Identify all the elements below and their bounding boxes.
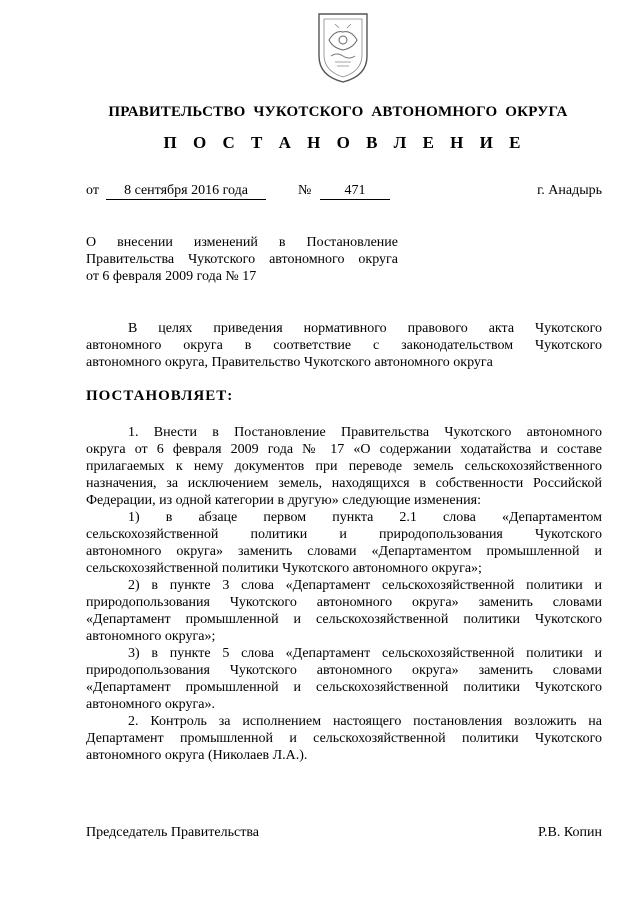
resolution-body <box>86 424 602 764</box>
body-line: автономного округа» заменить словами «Департаментом промышленной и <box>86 544 602 559</box>
clause-1 <box>86 424 602 509</box>
city-label: г. Анадырь <box>537 183 602 198</box>
signatory-name: Р.В. Копин <box>538 825 602 840</box>
body-line: назначения, за исключением земель, находящихся в собственности Российской <box>86 476 602 491</box>
resolves-heading: ПОСТАНОВЛЯЕТ: <box>86 388 234 404</box>
clause-2 <box>86 713 602 764</box>
signatory-title: Председатель Правительства <box>86 825 259 840</box>
body-line: сельскохозяйственной политики Чукотского автономного округа»; <box>86 561 482 576</box>
document-meta-row <box>86 182 602 202</box>
body-line: автономного округа (Николаев Л.А.). <box>86 748 308 763</box>
body-line: природопользования Чукотского автономного округа» заменить словами <box>86 595 602 610</box>
document-subject <box>86 234 398 285</box>
subclause-2 <box>86 577 602 645</box>
body-line: округа от 6 февраля 2009 года № 17 «О содержании ходатайства и составе <box>86 442 602 457</box>
document-type-title: П О С Т А Н О В Л Е Н И Е <box>163 133 527 152</box>
body-line: Федерации, из одной категории в другую» следующие изменения: <box>86 493 481 508</box>
subclause-3 <box>86 645 602 713</box>
subject-line: О внесении изменений в Постановление <box>86 235 398 250</box>
preamble-line: В целях приведения нормативного правового акта Чукотского <box>128 321 602 336</box>
body-line: 2. Контроль за исполнением настоящего постановления возложить на <box>128 714 602 729</box>
body-line: природопользования Чукотского автономного округа» заменить словами <box>86 663 602 678</box>
number-label: № <box>298 183 312 198</box>
body-line: автономного округа». <box>86 697 215 712</box>
subject-line: от 6 февраля 2009 года № 17 <box>86 269 257 284</box>
body-line: 1. Внести в Постановление Правительства Чукотского автономного <box>128 425 602 440</box>
body-line: прилагаемых к нему документов при переводе земель сельскохозяйственного <box>86 459 602 474</box>
coat-of-arms-emblem <box>315 10 371 86</box>
body-line: Департамент промышленной и сельскохозяйственной политики Чукотского <box>86 731 602 746</box>
subject-line: Правительства Чукотского автономного округа <box>86 252 398 267</box>
preamble-line: автономного округа, Правительство Чукотского автономного округа <box>86 355 493 370</box>
document-number: 471 <box>320 182 390 200</box>
body-line: «Департамент промышленной и сельскохозяйственной политики Чукотского <box>86 680 602 695</box>
body-line: сельскохозяйственной политики и природопользования Чукотского <box>86 527 602 542</box>
body-line: 1) в абзаце первом пункта 2.1 слова «Департаментом <box>128 510 602 525</box>
subclause-1 <box>86 509 602 577</box>
body-line: «Департамент промышленной и сельскохозяйственной политики Чукотского <box>86 612 602 627</box>
preamble-line: автономного округа в соответствие с законодательством Чукотского <box>86 338 602 353</box>
body-line: 2) в пункте 3 слова «Департамент сельскохозяйственной политики и <box>128 578 602 593</box>
government-title: ПРАВИТЕЛЬСТВО ЧУКОТСКОГО АВТОНОМНОГО ОКРУГА <box>108 104 568 120</box>
preamble-paragraph <box>86 320 602 371</box>
body-line: автономного округа»; <box>86 629 216 644</box>
body-line: 3) в пункте 5 слова «Департамент сельскохозяйственной политики и <box>128 646 602 661</box>
date-prefix-label: от <box>86 183 99 198</box>
document-date: 8 сентября 2016 года <box>106 182 266 200</box>
signature-block <box>86 824 602 841</box>
